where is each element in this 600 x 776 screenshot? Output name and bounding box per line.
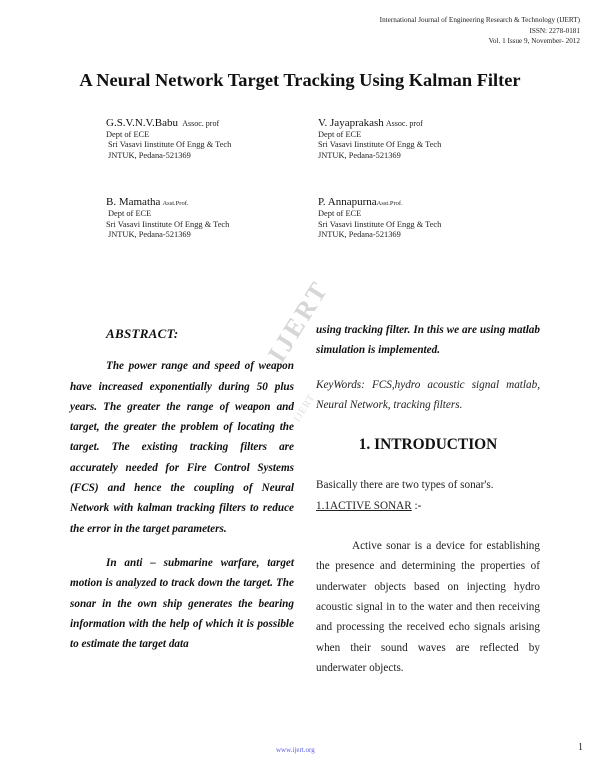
journal-volume: Vol. 1 Issue 9, November- 2012 (488, 37, 580, 45)
journal-name: International Journal of Engineering Research & Technology (IJERT) (379, 16, 580, 24)
author-location: JNTUK, Pedana-521369 (318, 230, 401, 240)
journal-header (380, 15, 580, 47)
author-institute: Sri Vasavi Iinstitute Of Engg & Tech (318, 140, 442, 150)
author-institute: Sri Vasavi Iinstitute Of Engg & Tech (106, 219, 230, 229)
watermark-sub: IJERT (292, 392, 318, 424)
author-dept: Dept of ECE (108, 209, 152, 219)
keywords: KeyWords: FCS,hydro acoustic signal matlab, Neural Network, tracking filters. (316, 378, 540, 411)
abstract-heading: ABSTRACT: (106, 326, 179, 341)
author-role: Assoc. prof (182, 119, 220, 128)
abstract-paragraph-2: In anti – submarine warfare, target motion is analyzed to track down the target. The sonar in the own ship generates the bearing information with the help of which it is possible to estimate the target data (70, 556, 294, 651)
author-location: JNTUK, Pedana-521369 (108, 150, 191, 160)
abstract-paragraph-3: using tracking filter. In this we are using matlab simulation is implemented. (316, 324, 540, 357)
journal-issn: ISSN: 2278-0181 (529, 26, 580, 35)
author-block-4 (318, 196, 441, 241)
author-institute: Sri Vasavi Iinstitute Of Engg & Tech (108, 140, 232, 150)
author-name: V. Jayaprakash (318, 117, 384, 129)
paper-title: A Neural Network Target Tracking Using Kalman Filter (79, 70, 521, 90)
abstract-paragraph-1: The power range and speed of weapon have increased exponentially during 50 plus years. The greater the range of weapon and target, the greater the problem of locating the target. The existing tracking filters are accurately needed for Fire Control Systems (FCS) and hence the coupling of Neural Network with kalman tracking filters to reduce the error in the target parameters. (70, 360, 294, 535)
left-column (70, 320, 294, 654)
author-block-1 (106, 117, 231, 161)
author-dept: Dept of ECE (106, 130, 150, 139)
author-name: G.S.V.N.V.Babu (106, 117, 179, 129)
author-location: JNTUK, Pedana-521369 (318, 150, 401, 160)
author-role: Assoc. prof (385, 119, 423, 128)
author-block-3 (106, 196, 229, 241)
introduction-text: Basically there are two types of sonar's. (316, 479, 494, 492)
author-dept: Dept of ECE (318, 209, 362, 219)
active-sonar-subheading: 1.1ACTIVE SONAR (316, 499, 412, 512)
author-role: Asst.Prof. (162, 200, 189, 207)
author-role: Asst.Prof. (376, 200, 403, 207)
subheading-suffix: :- (411, 499, 422, 512)
watermark: IJERT (262, 275, 335, 368)
author-name: B. Mamatha (106, 196, 161, 208)
page-number: 1 (578, 742, 583, 753)
right-column (316, 320, 540, 689)
author-dept: Dept of ECE (318, 130, 362, 139)
author-name: P. Annapurna (318, 196, 377, 208)
active-sonar-paragraph: Active sonar is a device for establishing the presence and determining the properties of underwater objects based on injecting hydro acoustic signal in to the water and then receiving and processing the received echo signals arising when their sound waves are reflected by underwater objects. (316, 540, 540, 674)
author-institute: Sri Vasavi Iinstitute Of Engg & Tech (318, 219, 442, 229)
active-sonar-subheading-row (316, 496, 540, 516)
author-block-2 (318, 117, 441, 161)
author-location: JNTUK, Pedana-521369 (108, 230, 191, 240)
footer-url-link[interactable]: www.ijert.org (276, 746, 315, 754)
introduction-heading: 1. INTRODUCTION (358, 436, 498, 454)
